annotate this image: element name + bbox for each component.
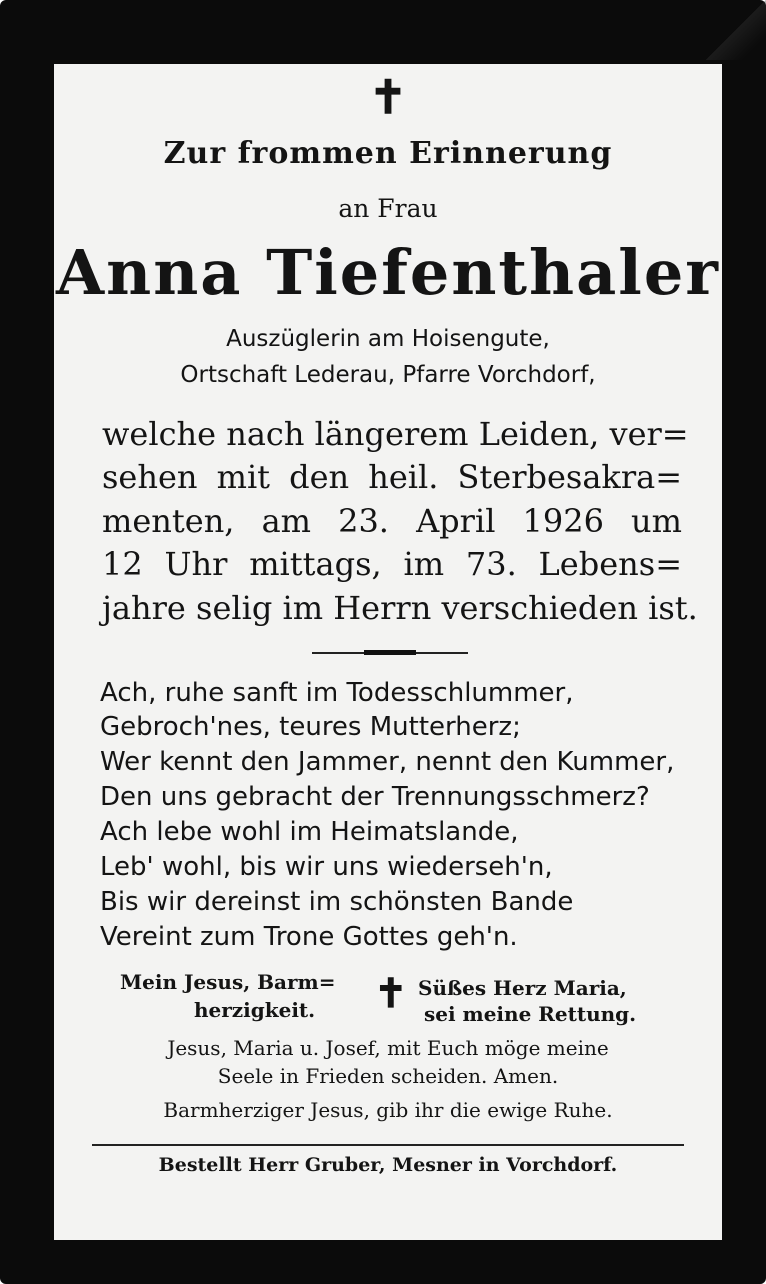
body-line: jahre selig im Herrn verschieden ist. [102, 589, 698, 627]
body-line: 12 Uhr mittags, im 73. Lebens= [102, 545, 682, 583]
prayer-line: Jesus, Maria u. Josef, mit Euch möge meine [167, 1036, 609, 1060]
poem-line: Den uns gebracht der Trennungsschmerz? [100, 782, 650, 812]
card-paper [54, 64, 722, 1240]
prayer-line: Barmherziger Jesus, gib ihr die ewige Ruhe. [163, 1098, 613, 1122]
deceased-name: Anna Tiefenthaler [56, 236, 720, 309]
footer-rule [92, 1144, 684, 1146]
prayer-left-line: herzigkeit. [194, 998, 316, 1022]
prayer-line: Seele in Frieden scheiden. Amen. [217, 1064, 559, 1088]
printer-note: Bestellt Herr Gruber, Mesner in Vorchdorf. [158, 1154, 618, 1176]
prayer-right-line: Süßes Herz Maria, [418, 976, 627, 1000]
prayer-left-line: Mein Jesus, Barm= [120, 970, 336, 994]
card-title: Zur frommen Erinnerung [163, 136, 613, 171]
small-cross-icon: ✝ [374, 970, 408, 1017]
cross-icon: ✝ [368, 70, 408, 124]
poem-line: Ach lebe wohl im Heimatslande, [100, 817, 519, 847]
poem-line: Bis wir dereinst im schönsten Bande [100, 887, 574, 917]
body-line: menten, am 23. April 1926 um [102, 502, 682, 540]
subtitle-line: Ortschaft Lederau, Pfarre Vorchdorf, [180, 362, 596, 388]
intro-text: an Frau [338, 194, 438, 223]
poem-line: Ach, ruhe sanft im Todesschlummer, [100, 678, 574, 708]
poem-line: Leb' wohl, bis wir uns wiederseh'n, [100, 852, 553, 882]
prayer-right-line: sei meine Rettung. [424, 1002, 637, 1026]
poem-line: Vereint zum Trone Gottes geh'n. [100, 922, 518, 952]
poem-line: Wer kennt den Jammer, nennt den Kummer, [100, 747, 675, 777]
poem-line: Gebroch'nes, teures Mutterherz; [100, 712, 521, 742]
body-line: sehen mit den heil. Sterbesakra= [102, 458, 682, 496]
corner-wear [706, 0, 766, 60]
body-line: welche nach längerem Leiden, ver= [102, 415, 689, 453]
subtitle-line: Auszüglerin am Hoisengute, [226, 326, 550, 352]
ornamental-divider [312, 652, 468, 654]
